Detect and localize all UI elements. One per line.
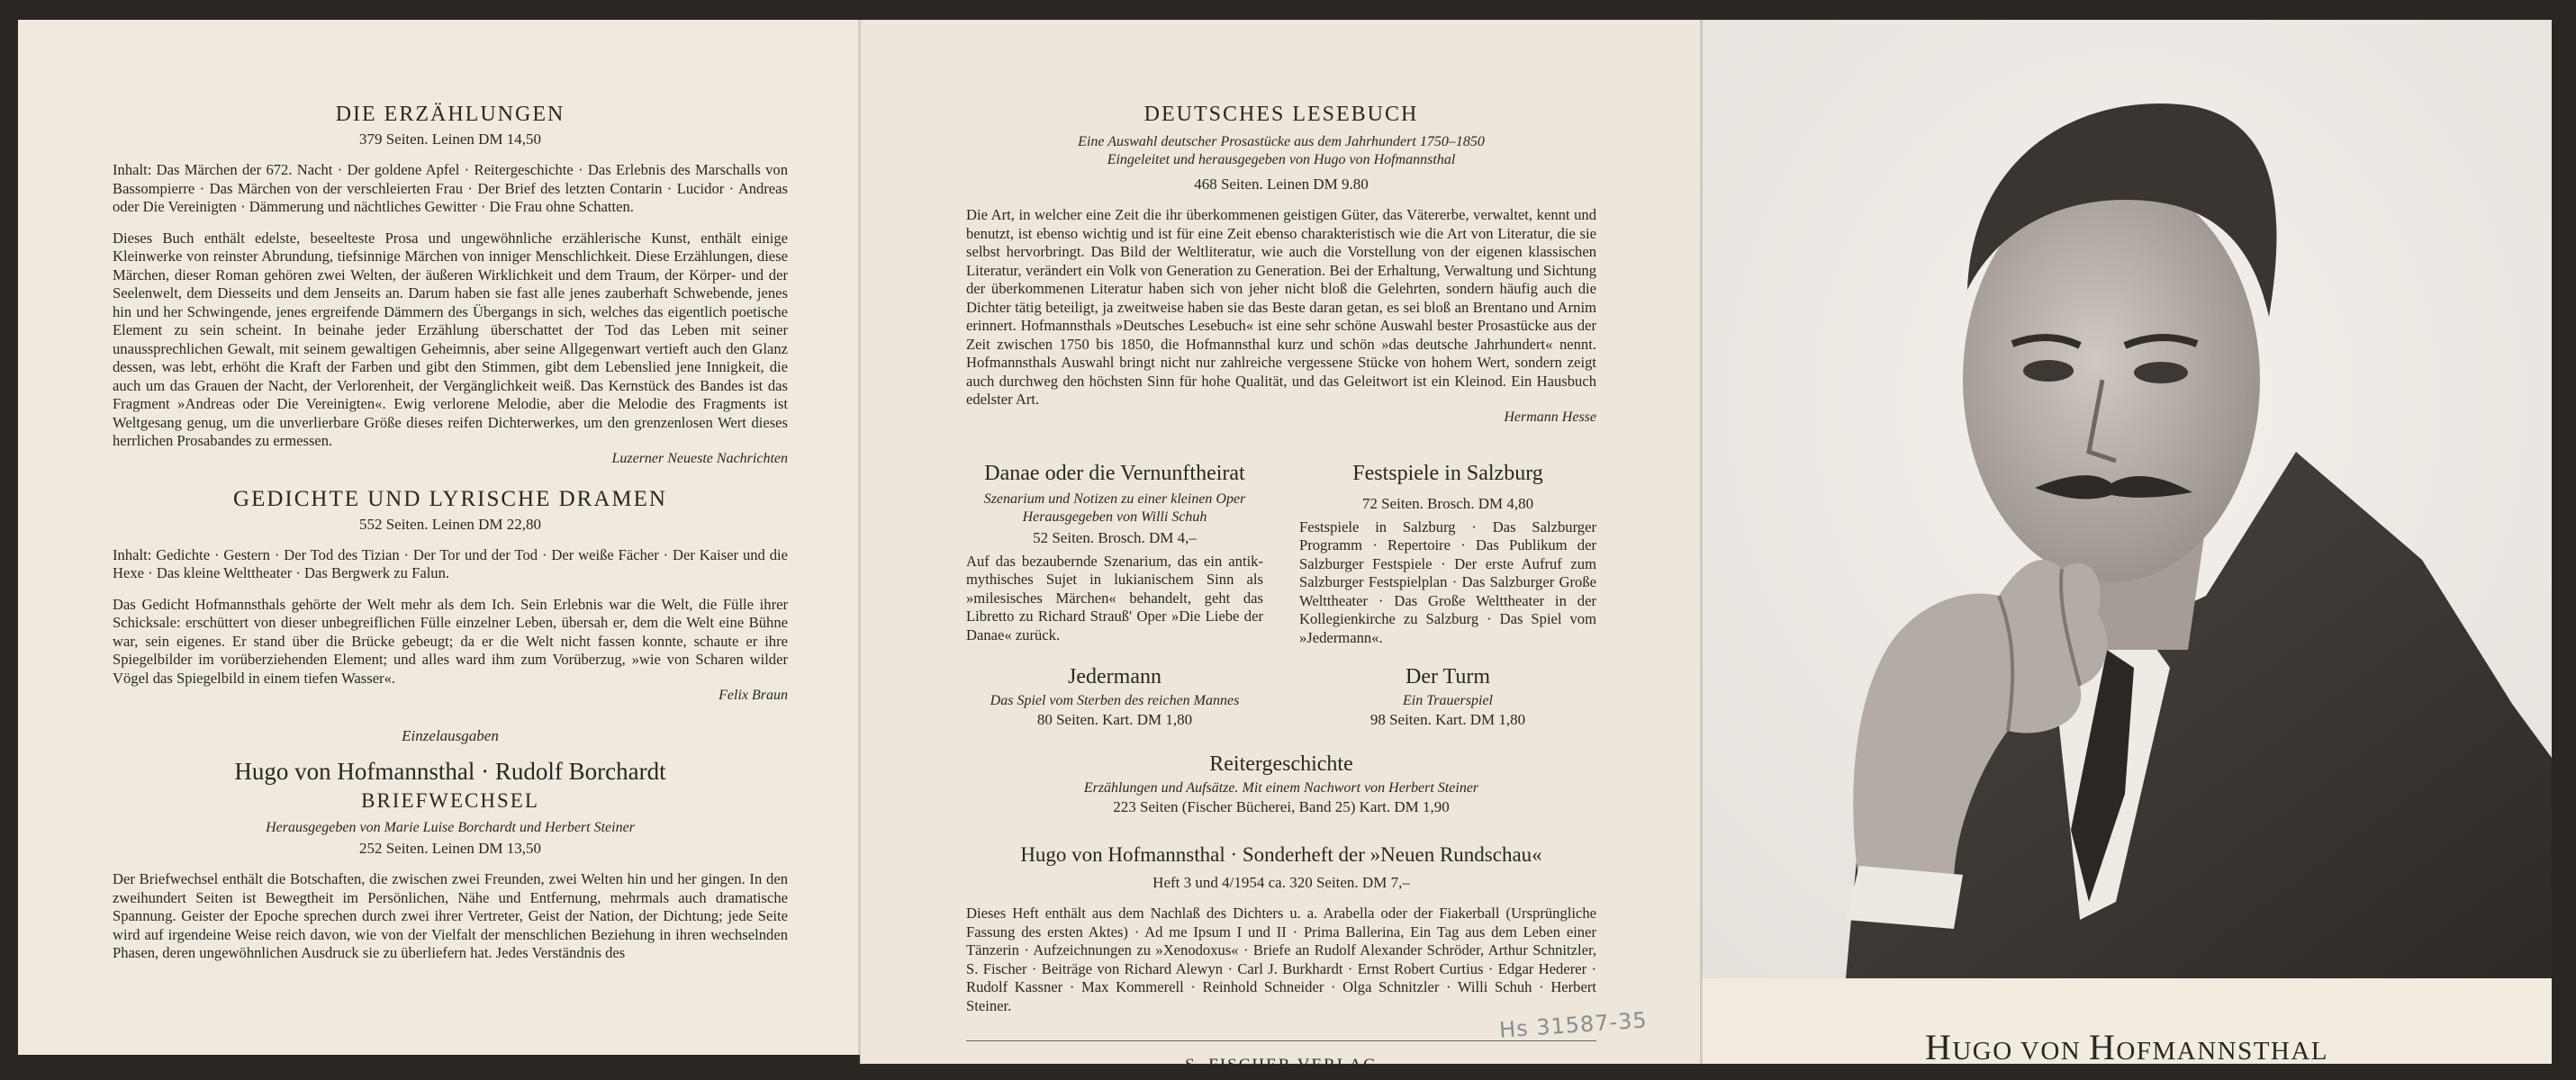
fold-line [1700, 20, 1703, 1064]
danae-entry [966, 462, 1263, 648]
fold-line [858, 20, 861, 1064]
book-info: 72 Seiten. Brosch. DM 4,80 [1361, 494, 1534, 512]
turm-entry [1299, 665, 1596, 729]
section-title: GEDICHTE UND LYRISCHE DRAMEN [233, 486, 667, 511]
book-title: Danae oder die Vernunftheirat [984, 461, 1245, 485]
book-subtitle: Eingeleitet und herausgegeben von Hugo von Hofmannsthal [1107, 152, 1456, 167]
publisher-name: S. FISCHER VERLAG [1185, 1056, 1378, 1075]
title-part: OFMANNSTHAL [2116, 1037, 2329, 1066]
book-review: Die Art, in welcher eine Zeit die ihr überkommenen geistigen Güter, das Vätererbe, verwaltet, kennt und benutzt, ist ebenso wichtig und ist für eine Zeit ebenso charakteristisch wie die Art von Literatur, die sie selbst hervorbringt. Das Bild der Weltliteratur, wie auch die Vorstellung von der eigenen klassischen Literatur, verändert ein Volk von Generation zu Generation. Bei der Erhaltung, Verwaltung und Sichtung der überkommenen Literatur haben sich von jeher nicht bloß die Gelehrten, sondern häufig auch die Dichter tätig beteiligt, ja zweitweise haben sie das Beste daran getan, es sei bloß an Brentano und Arnim erinnert. Hofmannsthals »Deutsches Lesebuch« ist eine sehr schöne Auswahl bester Prosastücke aus der Zeit zwischen 1750 bis 1850, die Hofmannsthal kurz und schön »das deutsche Jahrhundert« nennt. Hofmannsthals Auswahl bringt nicht nur zahlreiche vergessene Stücke von hohem Wert, sondern zeigt auch durchweg den höchsten Sinn für hohe Qualität, und das Geleitwort ist ein Kleinod. Ein Hausbuch edelster Art. [966, 206, 1596, 408]
book-title: Hugo von Hofmannsthal · Sonderheft der »Neuen Rundschau« [1020, 843, 1542, 866]
two-column-books [966, 462, 1596, 648]
middle-panel [860, 20, 1702, 1075]
book-contents: Inhalt: Gedichte · Gestern · Der Tod des Tizian · Der Tor und der Tod · Der weiße Fächer · Der Kaiser und die Hexe · Das kleine Welttheater · Das Bergwerk zu Falun. [113, 545, 788, 581]
book-text: Auf das bezaubernde Szenarium, das ein antik-mythisches Sujet in lukianischem Sinn als »milesisches Märchen« behandelt, geht das Libretto zu Richard Strauß' Oper »Die Liebe der Danae« zurück. [966, 552, 1263, 644]
book-review: Das Gedicht Hofmannsthals gehörte der Welt mehr als dem Ich. Sein Erlebnis war die Welt, die Fülle ihrer Schicksale: erschüttert von dieser unbegreiflichen Fülle einzelner Leben, übersah er, dem die Welt eine Bühne war, sein eigenes. Er stand über die Brücke gebeugt; da er die Welt nicht fassen konnte, schaute er ihre Spiegelbilder im vorüberziehenden Element; und alles ward ihm zum Vorüberzug, »wie von Scharen wilder Vögel das Spiegelbild in einem tiefen Wasser«. [113, 595, 788, 687]
book-info: 379 Seiten. Leinen DM 14,50 [358, 130, 542, 148]
book-info: Heft 3 und 4/1954 ca. 320 Seiten. DM 7,– [1152, 874, 1410, 891]
book-subtitle: Das Spiel vom Sterben des reichen Mannes [990, 693, 1240, 708]
title-part: UGO VON [1952, 1037, 2089, 1066]
erzaehlungen-section [113, 103, 788, 963]
title-initial: H [1924, 1027, 1953, 1067]
book-title: Jedermann [1068, 665, 1161, 688]
section-title: DIE ERZÄHLUNGEN [335, 103, 565, 126]
book-subtitle: Eine Auswahl deutscher Prosastücke aus dem Jahrhundert 1750–1850 [1078, 134, 1485, 149]
book-info: 80 Seiten. Kart. DM 1,80 [1036, 711, 1193, 728]
title-initial: H [2089, 1027, 2117, 1067]
festspiele-entry [1299, 462, 1596, 648]
book-contents: Inhalt: Das Märchen der 672. Nacht · Der goldene Apfel · Reitergeschichte · Das Erlebnis des Marschalls von Bassompierre · Das Märchen von der verschleierten Frau · Der Brief des letzten Contarin · Lucidor · Andreas oder Die Vereinigten · Dämmerung und nächtliches Gewitter · Die Frau ohne Schatten. [113, 161, 788, 215]
book-subtitle: BRIEFWECHSEL [361, 789, 539, 812]
book-text: Festspiele in Salzburg · Das Salzburger Programm · Repertoire · Das Publikum der Salzburger Festspiele · Der erste Aufruf zum Salzburger Festspielplan · Das Salzburger Große Welttheater · Das Große Welttheater in der Kollegienkirche zu Salzburg · Das Spiel vom »Jedermann«. [1299, 518, 1596, 646]
book-info: 98 Seiten. Kart. DM 1,80 [1369, 711, 1526, 728]
book-text: Dieses Heft enthält aus dem Nachlaß des Dichters u. a. Arabella oder der Fiakerball (Ursprüngliche Fassung des ersten Aktes) · Ad me Ipsum I und II · Prima Ballerina, Ein Tag aus dem Leben einer Tänzerin · Aufzeichnungen zu »Xenodoxus« · Briefe an Rudolf Alexander Schröder, Arthur Schnitzler, S. Fischer · Beiträge von Richard Alewyn · Carl J. Burkhardt · Ernst Robert Curtius · Edgar Hederer · Rudolf Kassner · Max Kommerell · Reinhold Schneider · Olga Schnitzler · Willi Schuh · Herbert Steiner. [966, 904, 1596, 1014]
jedermann-entry [966, 665, 1263, 729]
cover-title [1702, 1026, 2552, 1068]
review-source: Felix Braun [719, 688, 788, 703]
book-review: Dieses Buch enthält edelste, beseelteste Prosa und ungewöhnliche erzählerische Kunst, enthält einige Kleinwerke von reinster Abrundung, tiefsinnige Märchen von inniger Menschlichkeit. Diese Erzählungen, diese Märchen, dieser Roman gehören zwei Welten, der äußeren Wirklichkeit und dem Traum, der Körper- und der Seelenwelt, dem Diesseits und dem Jenseits an. Darum haben sie fast alle jenes zauberhaft Schwebende, jenes hin und her Schwingende, jenes ergreifende Dämmern des Übergangs in sich, welches das eigentlich poetische Element zu sein scheint. In beinahe jeder Erzählung überschattet der Tod das Leben mit seiner unaussprechlichen Gewalt, mit seinem gewaltigen Geheimnis, aber seine Allgegenwart vertieft auch den Glanz dessen, was lebt, erhöht die Kraft der Farben und gibt den Stimmen, gibt dem Lebenslied jene Innigkeit, die auch um das Grauen der Nacht, der Verlorenheit, der Vergänglichkeit weiß. Das Kernstück des Bandes ist das Fragment »Andreas oder Die Vereinigten«. Ewig verlorene Melodie, aber die Melodie des Fragments ist Weltgesang genug, um die unverlierbare Größe dieses reifen Dichterwerkes, um den grenzenlosen Wert dieses herrlichen Prosabandes zu ermessen. [113, 229, 788, 449]
book-subtitle: Ein Trauerspiel [1402, 693, 1493, 708]
portrait-photo [1702, 20, 2552, 978]
author-portrait [1702, 20, 2552, 978]
review-source: Luzerner Neueste Nachrichten [611, 450, 788, 466]
book-subtitle: Szenarium und Notizen zu einer kleinen Oper [983, 490, 1246, 507]
book-editors: Herausgegeben von Marie Luise Borchardt und Herbert Steiner [266, 820, 635, 835]
section-title: DEUTSCHES LESEBUCH [1143, 103, 1419, 126]
book-title: Festspiele in Salzburg [1352, 461, 1543, 485]
book-info: 52 Seiten. Brosch. DM 4,– [1033, 528, 1197, 546]
left-panel [18, 20, 860, 1055]
lesebuch-section [966, 103, 1596, 1076]
book-title: Reitergeschichte [1209, 752, 1353, 776]
archive-mark: Hs 31587-35 [1498, 1007, 1649, 1043]
book-subtitle: Herausgegeben von Willi Schuh [1022, 508, 1207, 525]
book-info: 468 Seiten. Leinen DM 9.80 [1194, 176, 1369, 193]
book-info: 223 Seiten (Fischer Bücherei, Band 25) Kart. DM 1,90 [1113, 798, 1450, 815]
review-source: Hermann Hesse [1504, 409, 1596, 425]
book-info: 252 Seiten. Leinen DM 13,50 [358, 840, 542, 857]
book-info: 552 Seiten. Leinen DM 22,80 [358, 515, 542, 533]
cover-panel [1702, 20, 2552, 1067]
two-column-books [966, 665, 1596, 729]
einzelausgaben-label: Einzelausgaben [402, 727, 499, 744]
book-title: Der Turm [1405, 665, 1491, 688]
book-title: Hugo von Hofmannsthal · Rudolf Borchardt [234, 758, 666, 785]
book-text: Der Briefwechsel enthält die Botschaften, die zwischen zwei Freunden, zwei Welten hin und her gingen. In den zweihundert Seiten ist Bewegtheit im Persönlichen, Nähe und Entfernung, mehrmals auch dramatische Spannung. Geister der Epoche sprechen durch zwei ihrer Vertreter, Geist der Nation, der Dichtung; jede Seite wird auf irgendeine Weise reich davon, wie von der Vielfalt der menschlichen Beziehung in ihren wechselnden Phasen, deren ungewöhnlichen Ausdruck sie zu überliefern hat. Jedes Verständnis des [113, 870, 788, 961]
book-subtitle: Erzählungen und Aufsätze. Mit einem Nachwort von Herbert Steiner [1083, 780, 1479, 796]
